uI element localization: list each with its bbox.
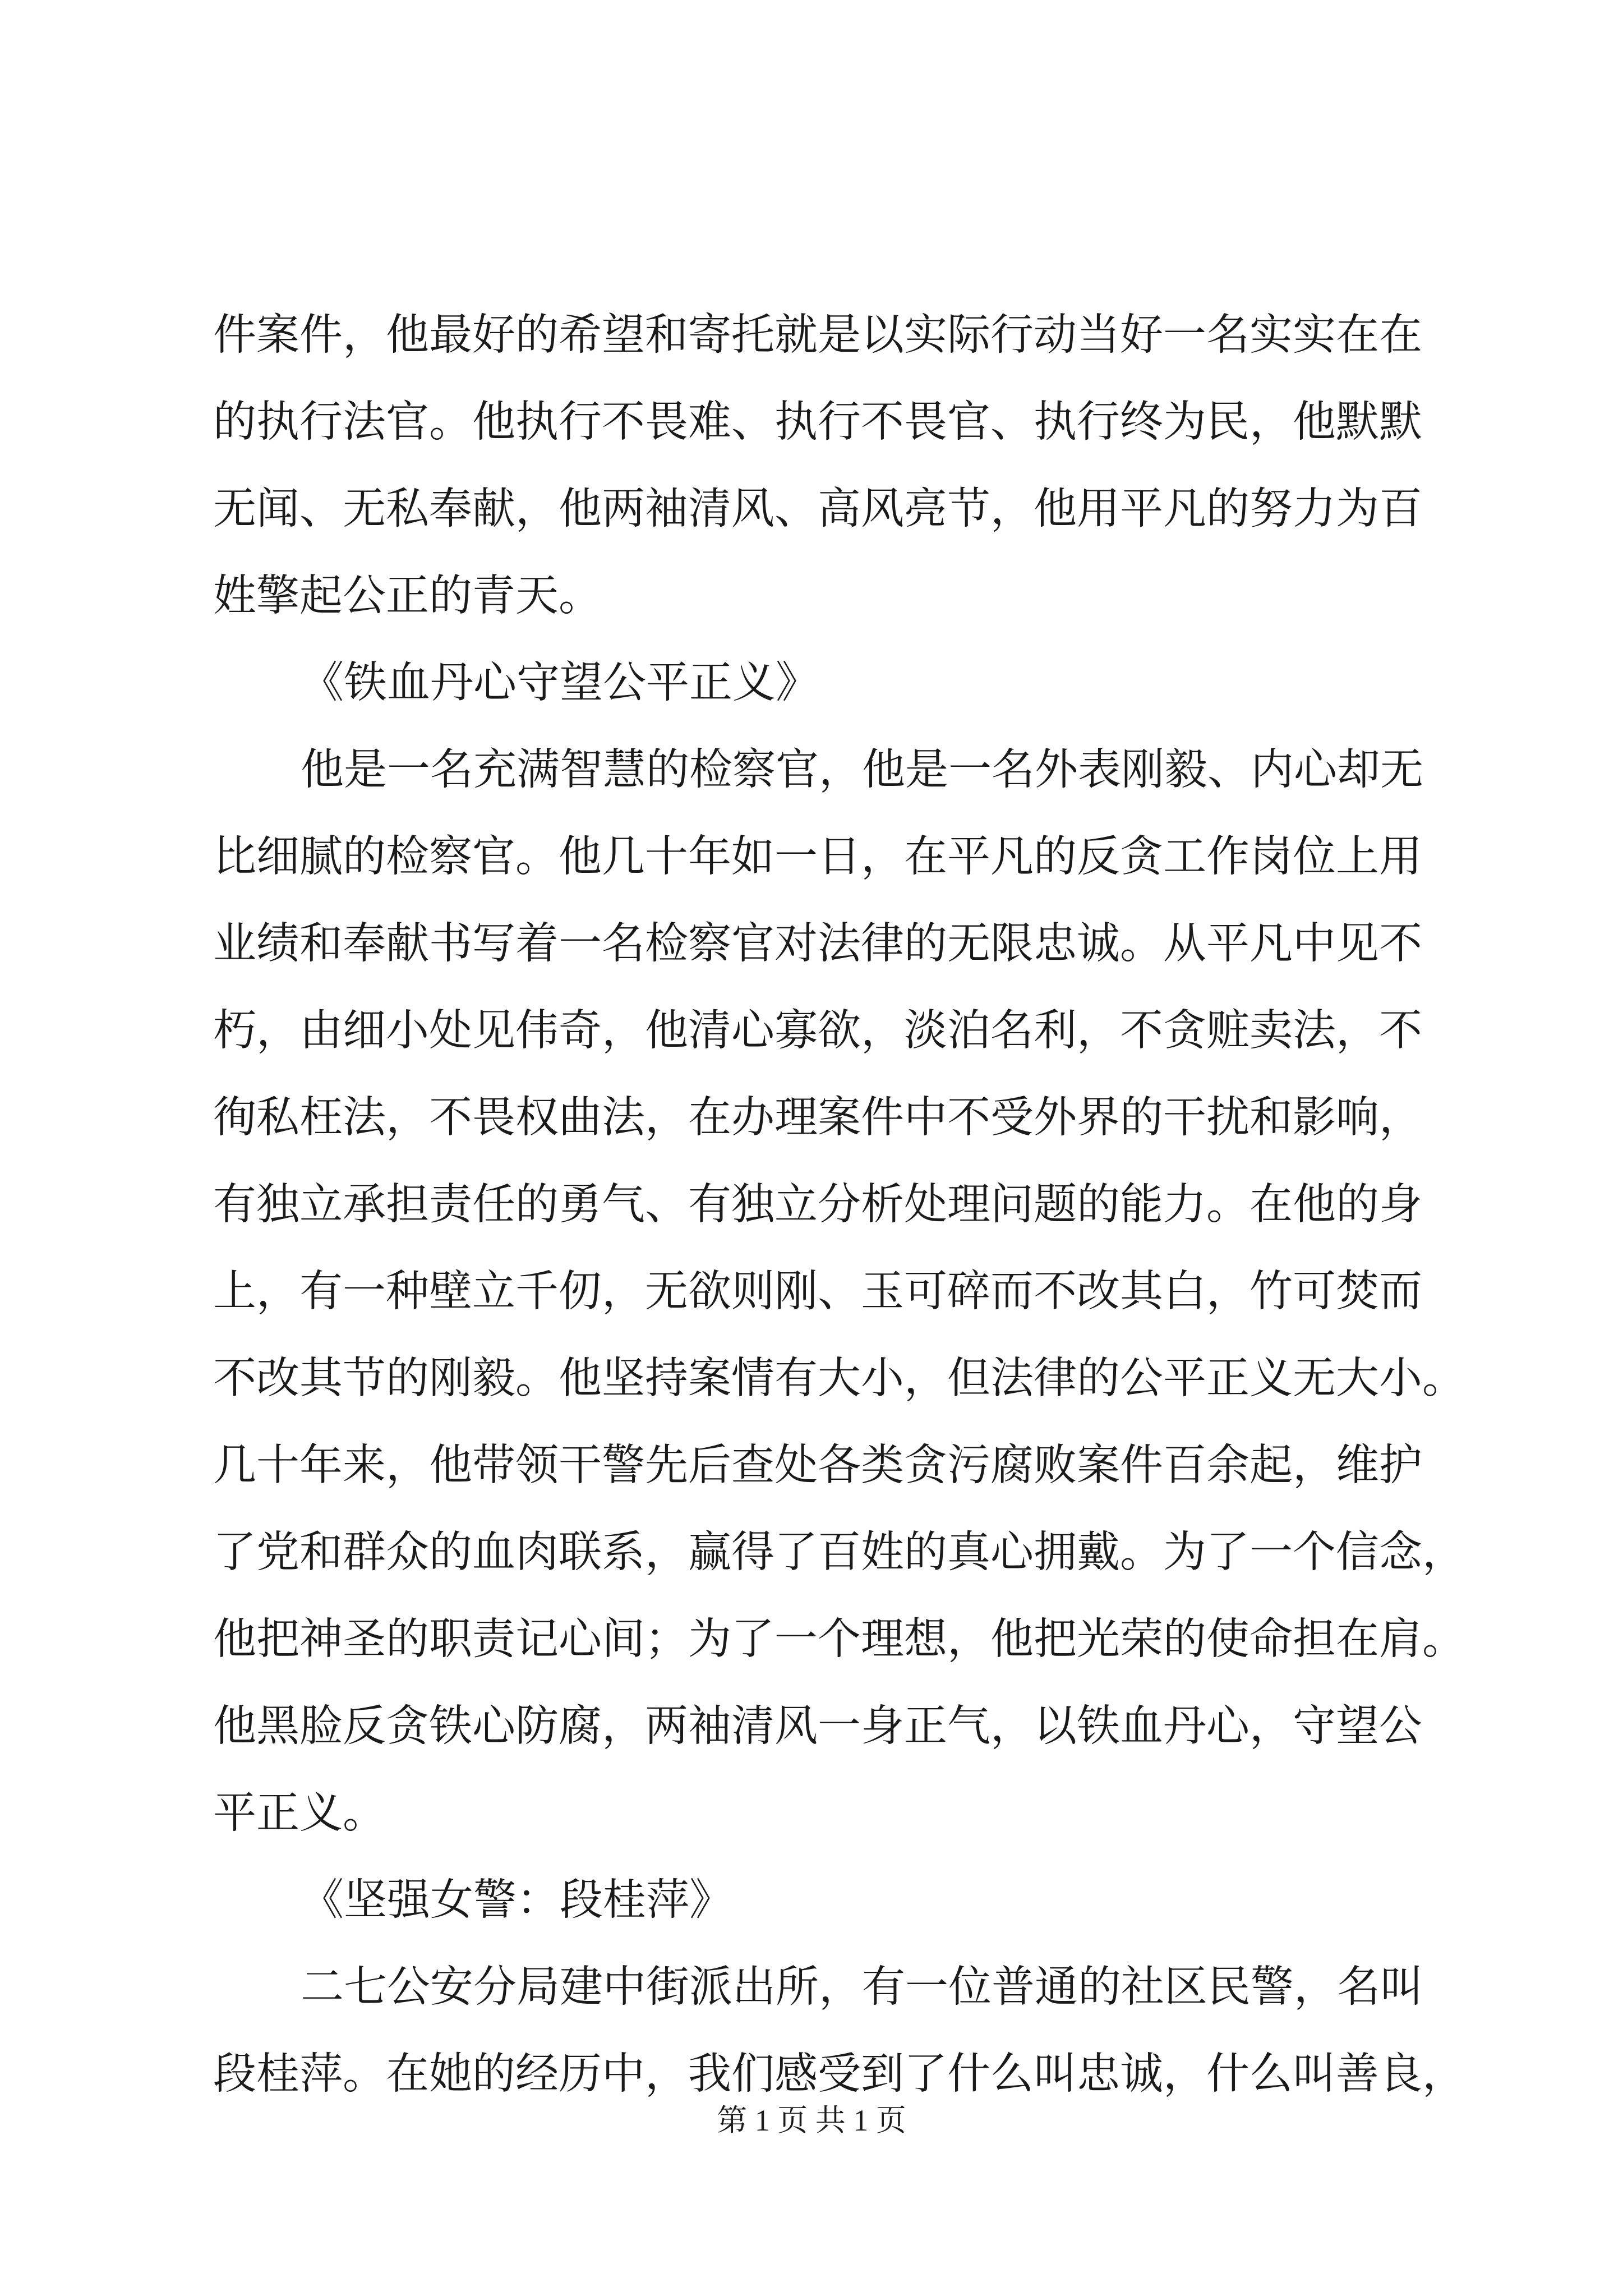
text-line: 他把神圣的职责记心间；为了一个理想，他把光荣的使命担在肩。: [213, 1614, 1465, 1664]
page-footer: 第 1 页 共 1 页: [717, 2104, 906, 2137]
text-line: 业绩和奉献书写着一名检察官对法律的无限忠诚。从平凡中见不: [213, 919, 1422, 969]
text-line: 比细腻的检察官。他几十年如一日，在平凡的反贪工作岗位上用: [213, 832, 1422, 882]
text-line: 了党和群众的血肉联系，赢得了百姓的真心拥戴。为了一个信念，: [213, 1527, 1465, 1577]
document-body: [213, 292, 1465, 2118]
text-line: 无闻、无私奉献，他两袖清风、高风亮节，他用平凡的努力为百: [213, 484, 1422, 534]
section-heading: 《坚强女警：段桂萍》: [301, 1875, 732, 1925]
text-line: 姓擎起公正的青天。: [213, 571, 602, 621]
text-line: 不改其节的刚毅。他坚持案情有大小，但法律的公平正义无大小。: [213, 1354, 1465, 1404]
section-heading: 《铁血丹心守望公平正义》: [301, 658, 819, 708]
text-line: 二七公安分局建中街派出所，有一位普通的社区民警，名叫: [301, 1962, 1423, 2012]
text-line: 他是一名充满智慧的检察官，他是一名外表刚毅、内心却无: [301, 745, 1423, 795]
text-line: 徇私枉法，不畏权曲法，在办理案件中不受外界的干扰和影响，: [213, 1093, 1422, 1143]
text-line: 他黑脸反贪铁心防腐，两袖清风一身正气，以铁血丹心，守望公: [213, 1701, 1422, 1751]
text-line: 件案件，他最好的希望和寄托就是以实际行动当好一名实实在在: [213, 310, 1422, 360]
text-line: 平正义。: [213, 1788, 386, 1838]
text-line: 朽，由细小处见伟奇，他清心寡欲，淡泊名利，不贪赃卖法，不: [213, 1006, 1422, 1056]
text-line: 几十年来，他带领干警先后查处各类贪污腐败案件百余起，维护: [213, 1441, 1422, 1490]
text-line: 上，有一种壁立千仞，无欲则刚、玉可碎而不改其白，竹可焚而: [213, 1267, 1422, 1317]
text-line: 段桂萍。在她的经历中，我们感受到了什么叫忠诚，什么叫善良，: [213, 2049, 1465, 2099]
text-line: 的执行法官。他执行不畏难、执行不畏官、执行终为民，他默默: [213, 397, 1422, 447]
text-line: 有独立承担责任的勇气、有独立分析处理问题的能力。在他的身: [213, 1180, 1422, 1230]
